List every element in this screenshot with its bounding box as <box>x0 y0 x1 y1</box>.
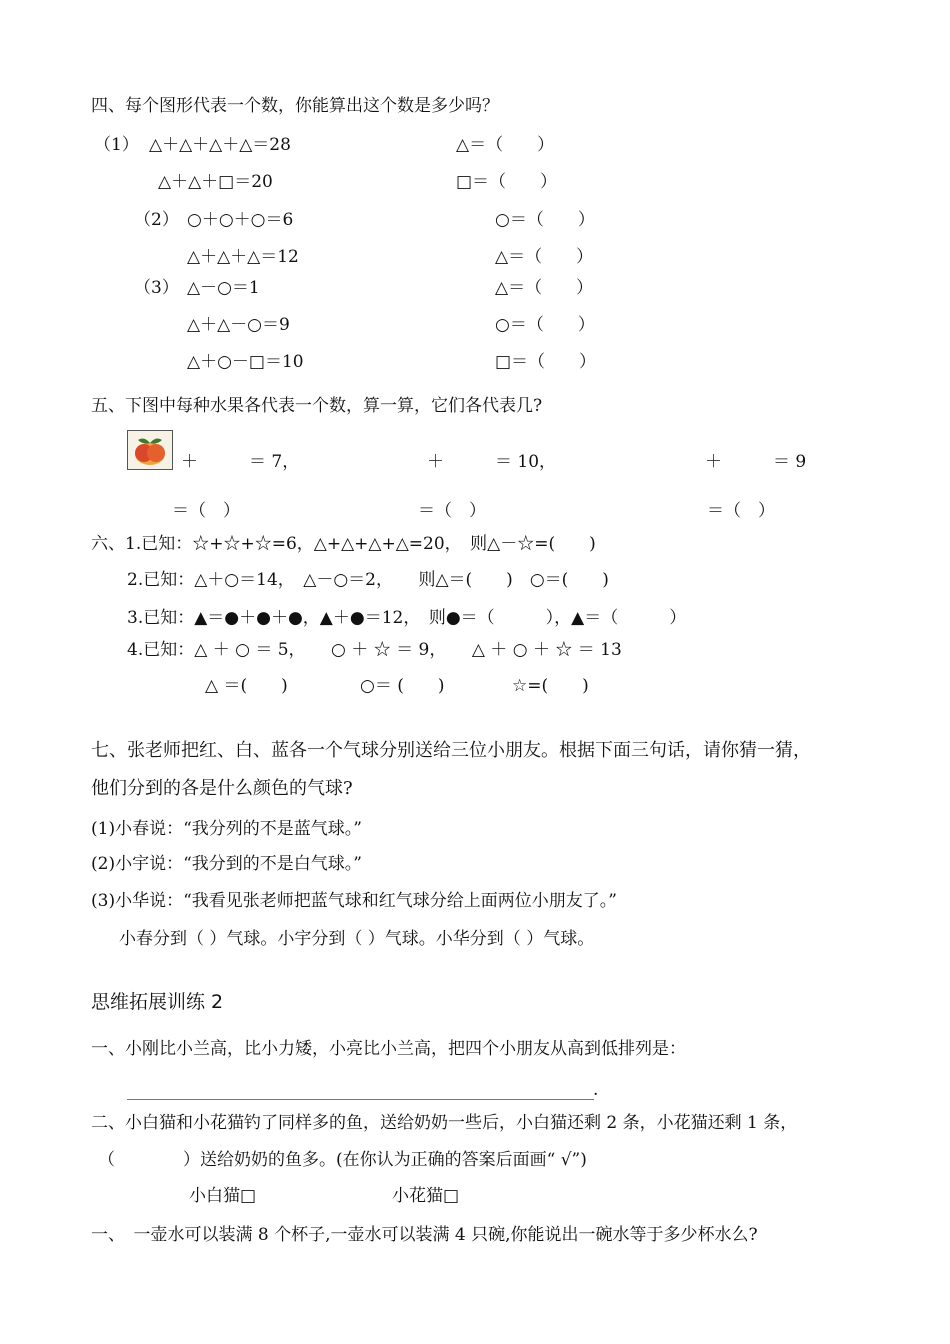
problem-number: （1） <box>94 135 139 155</box>
section-7-title-cont: 他们分到的各是什么颜色的气球? <box>91 778 353 799</box>
fruit-equation: ＋ ＝ 9 <box>705 452 807 472</box>
statement: (2)小宇说：“我分到的不是白气球。” <box>91 854 362 874</box>
section-6-line: 六、1.已知：☆+☆+☆=6，△+△+△+△=20， 则△－☆=( ) <box>91 534 596 554</box>
answer-blank: △＝（ ） <box>495 278 594 298</box>
training-heading: 思维拓展训练 2 <box>91 991 224 1013</box>
fruit-equation: ＋ ＝ 10， <box>427 452 557 472</box>
answer-blank: ○＝（ ） <box>495 210 595 230</box>
section-6-line: 4.已知：△ ＋ ○ ＝ 5， ○ ＋ ☆ ＝ 9， △ ＋ ○ ＋ ☆ ＝ 13 <box>127 640 622 660</box>
answer-line: 小春分到（ ）气球。小宇分到（ ）气球。小华分到（ ）气球。 <box>119 929 595 949</box>
equation: △＋△＋△＝12 <box>187 247 299 267</box>
section-7-title: 七、张老师把红、白、蓝各一个气球分别送给三位小朋友。根据下面三句话，请你猜一猜， <box>91 740 811 761</box>
question: 一、小刚比小兰高，比小力矮，小亮比小兰高，把四个小朋友从高到低排列是： <box>91 1039 686 1059</box>
question: 二、小白猫和小花猫钓了同样多的鱼，送给奶奶一些后，小白猫还剩 2 条，小花猫还剩 1 条， <box>91 1113 798 1133</box>
answer-blank: △＝（ ） <box>495 247 594 267</box>
problem-number: （3） <box>134 278 179 298</box>
section-5-title: 五、下图中每种水果各代表一个数，算一算，它们各代表几? <box>91 396 543 416</box>
problem-number: （2） <box>134 210 179 230</box>
answer-blank: □＝（ ） <box>495 352 597 372</box>
option-checkbox: 小白猫□ <box>189 1186 257 1206</box>
equation: △＋○－□＝10 <box>187 352 304 372</box>
option-checkbox: 小花猫□ <box>392 1186 460 1206</box>
equation: △＋△－○＝9 <box>187 315 290 335</box>
question-cont: （ ）送给奶奶的鱼多。(在你认为正确的答案后面画“ √”) <box>98 1150 587 1170</box>
answer-blank: ☆=( ) <box>512 676 589 696</box>
answer-underline <box>127 1099 594 1100</box>
statement: (3)小华说：“我看见张老师把蓝气球和红气球分给上面两位小朋友了。” <box>91 891 617 911</box>
statement: (1)小春说：“我分列的不是蓝气球。” <box>91 819 362 839</box>
answer-blank: ＝（ ） <box>172 501 240 521</box>
equation: ○＋○＋○＝6 <box>187 210 294 230</box>
equation: △＋△＋△＋△＝28 <box>149 135 291 155</box>
equation: △＋△＋□＝20 <box>158 172 273 192</box>
question: 一、 一壶水可以装满 8 个杯子,一壶水可以装满 4 只碗,你能说出一碗水等于多少杯水么? <box>91 1225 758 1245</box>
section-4-title: 四、每个图形代表一个数，你能算出这个数是多少吗？ <box>91 96 499 116</box>
answer-blank: ＝（ ） <box>418 501 486 521</box>
answer-blank: ○＝ ( ) <box>360 676 445 696</box>
equation: △－○＝1 <box>187 278 260 298</box>
answer-blank: ＝（ ） <box>707 501 775 521</box>
period: . <box>593 1080 599 1100</box>
fruit-equation: ＋ ＝ 7， <box>181 452 300 472</box>
section-6-line: 2.已知：△＋○＝14， △－○＝2， 则△＝( ) ○＝( ) <box>127 570 609 590</box>
answer-blank: ○＝（ ） <box>495 315 595 335</box>
peach-icon <box>127 430 173 470</box>
answer-blank: △＝（ ） <box>456 135 555 155</box>
section-6-line: 3.已知：▲＝●＋●＋●，▲＋●＝12， 则●＝（ ），▲＝（ ） <box>127 608 687 628</box>
answer-blank: △ ＝( ) <box>205 676 288 696</box>
answer-blank: □＝（ ） <box>456 172 558 192</box>
